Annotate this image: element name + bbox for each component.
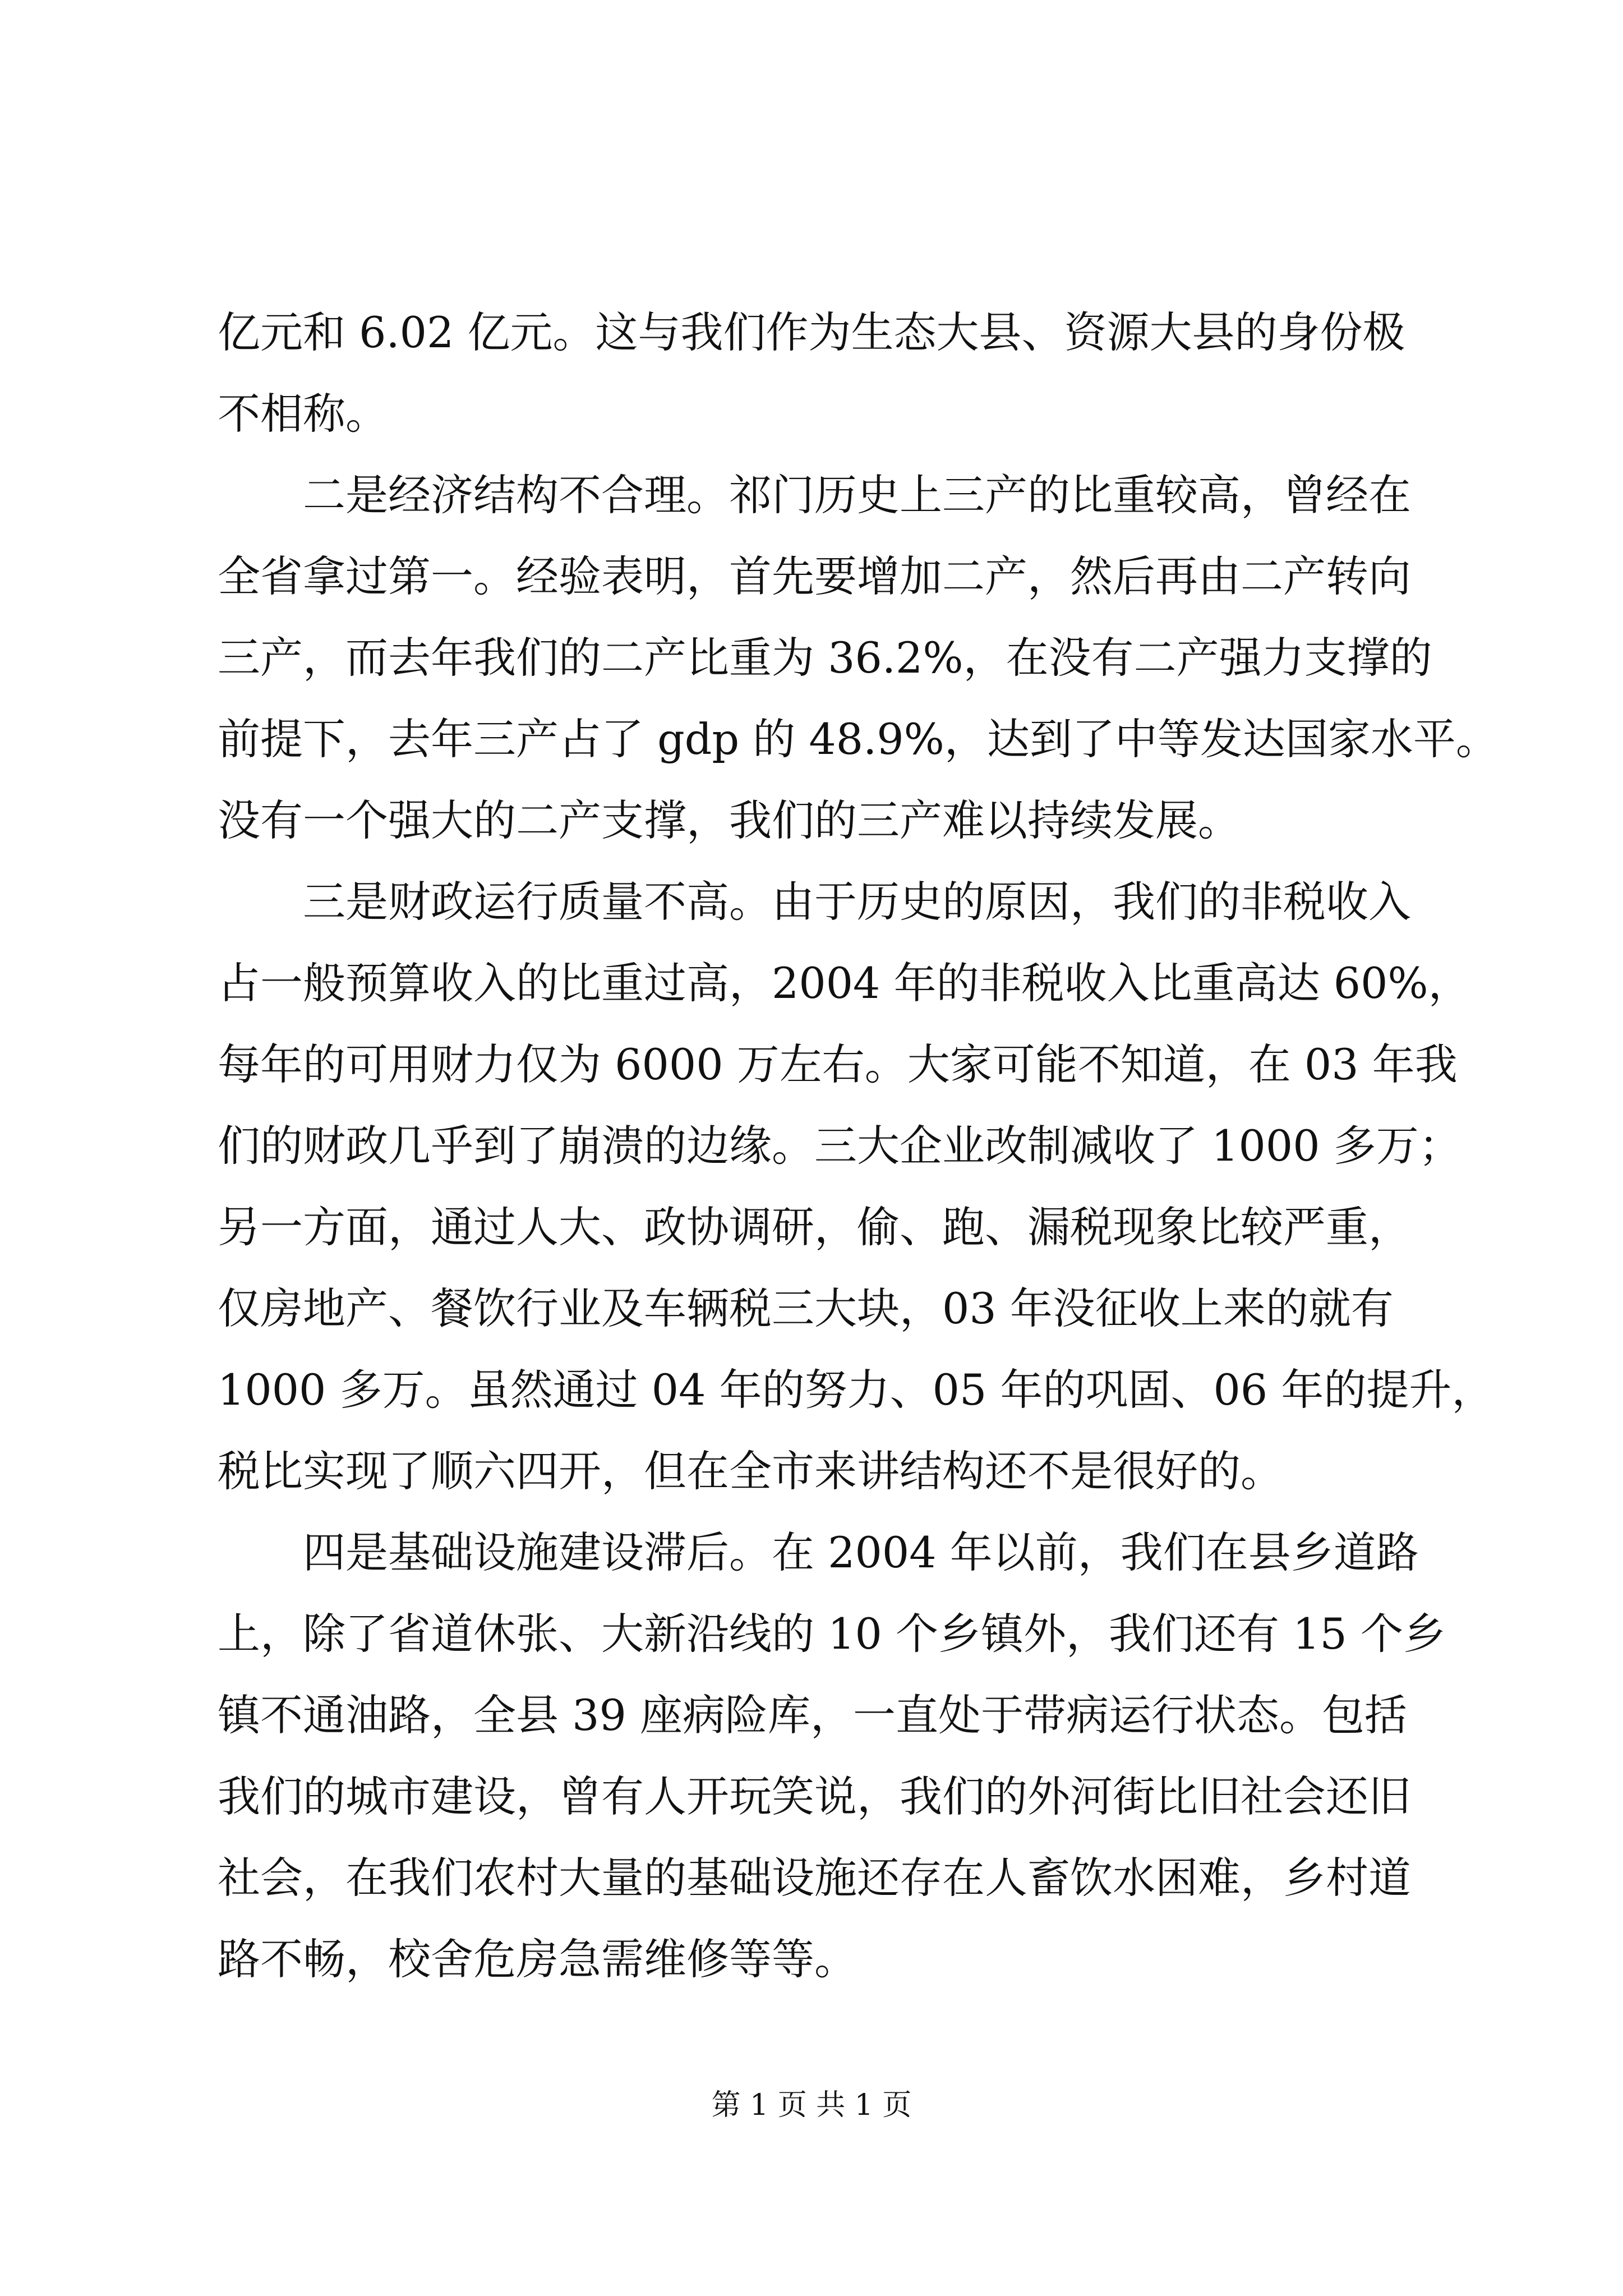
text-line: 每年的可用财力仅为 6000 万左右。大家可能不知道，在 03 年我 [218, 1039, 1458, 1089]
text-line: 三是财政运行质量不高。由于历史的原因，我们的非税收入 [218, 877, 1411, 927]
text-line: 全省拿过第一。经验表明，首先要增加二产，然后再由二产转向 [218, 551, 1411, 601]
text-line: 占一般预算收入的比重过高，2004 年的非税收入比重高达 60%， [218, 958, 1471, 1008]
text-line: 仅房地产、餐饮行业及车辆税三大块，03 年没征收上来的就有 [218, 1283, 1394, 1333]
text-line: 们的财政几乎到了崩溃的边缘。三大企业改制减收了 1000 多万； [218, 1121, 1461, 1171]
text-line: 我们的城市建设，曾有人开玩笑说，我们的外河街比旧社会还旧 [218, 1772, 1411, 1821]
text-line: 前提下，去年三产占了 gdp 的 48.9%，达到了中等发达国家水平。 [218, 714, 1498, 764]
page-footer: 第 1 页 共 1 页 [711, 2088, 912, 2122]
text-line: 四是基础设施建设滞后。在 2004 年以前，我们在县乡道路 [218, 1527, 1419, 1577]
text-line: 镇不通油路，全县 39 座病险库，一直处于带病运行状态。包括 [218, 1690, 1408, 1740]
text-line: 三产，而去年我们的二产比重为 36.2%，在没有二产强力支撑的 [218, 633, 1432, 683]
text-line: 1000 多万。虽然通过 04 年的努力、05 年的巩固、06 年的提升， [218, 1365, 1495, 1415]
text-line: 另一方面，通过人大、政协调研，偷、跑、漏税现象比较严重， [218, 1202, 1411, 1252]
document-body [218, 292, 1498, 2000]
text-line: 不相称。 [218, 389, 388, 439]
text-line: 没有一个强大的二产支撑，我们的三产难以持续发展。 [218, 795, 1241, 845]
text-line: 路不畅，校舍危房急需维修等等。 [218, 1934, 857, 1984]
text-line: 税比实现了顺六四开，但在全市来讲结构还不是很好的。 [218, 1446, 1283, 1496]
text-line: 二是经济结构不合理。祁门历史上三产的比重较高，曾经在 [218, 470, 1411, 520]
text-line: 上，除了省道休张、大新沿线的 10 个乡镇外，我们还有 15 个乡 [218, 1609, 1446, 1659]
text-line: 亿元和 6.02 亿元。这与我们作为生态大县、资源大县的身份极 [218, 307, 1405, 357]
text-line: 社会，在我们农村大量的基础设施还存在人畜饮水困难，乡村道 [218, 1853, 1411, 1903]
